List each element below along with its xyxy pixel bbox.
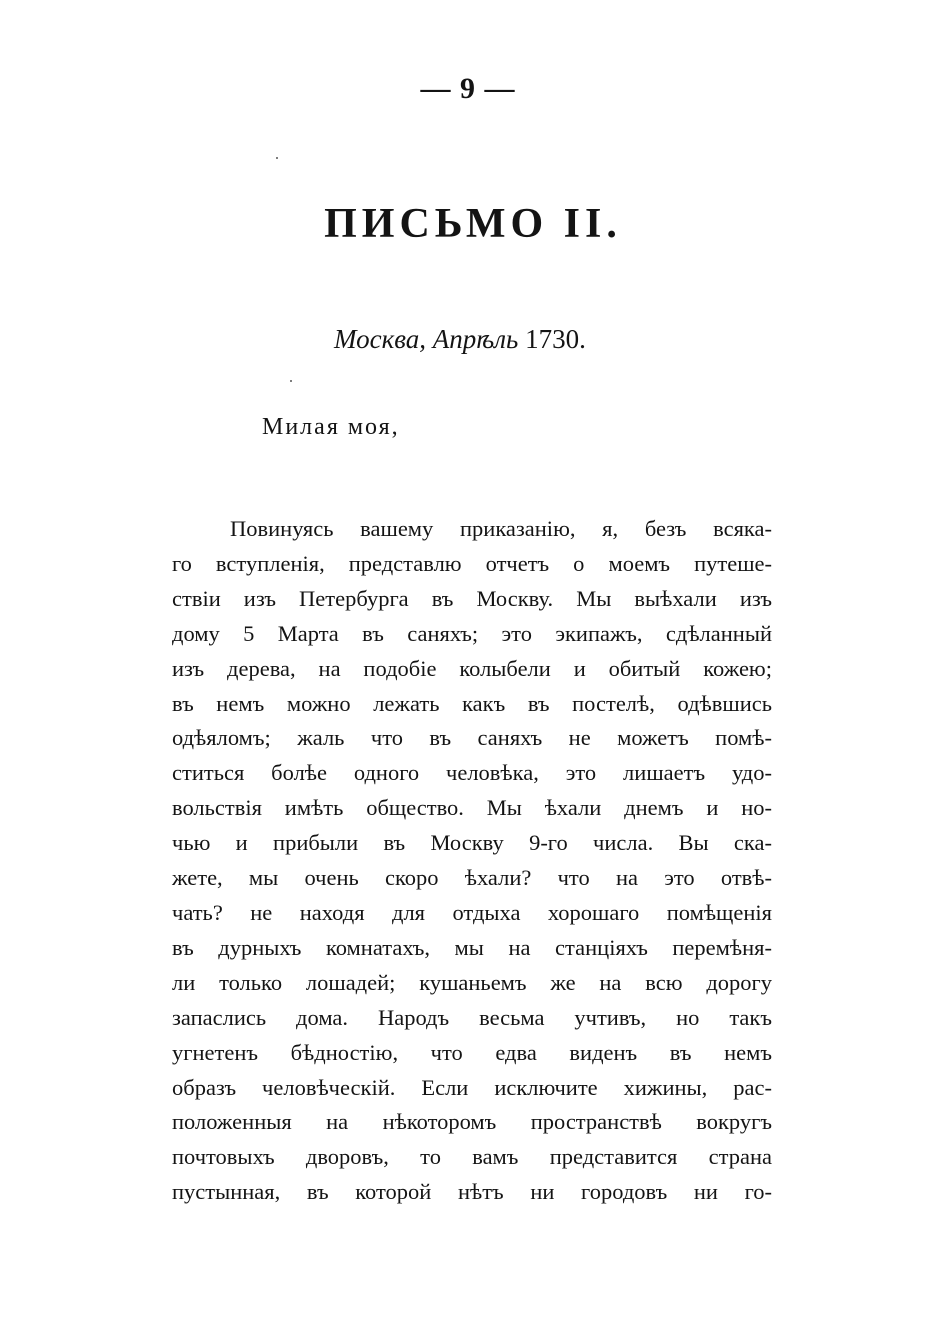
body-line: образъ человѣческій. Если исключите хижины, рас- xyxy=(172,1074,772,1100)
body-line: ститься болѣе одного человѣка, это лишаетъ удо- xyxy=(172,760,772,786)
dateline xyxy=(334,324,586,355)
body-line: одѣяломъ; жаль что въ саняхъ не можетъ помѣ- xyxy=(172,725,772,751)
page-number: — 9 — xyxy=(420,72,516,105)
body-line: ствіи изъ Петербурга въ Москву. Мы выѣхали изъ xyxy=(172,585,772,611)
body-line: жете, мы очень скоро ѣхали? что на это отвѣ- xyxy=(172,865,772,891)
letter-title: ПИСЬМО II. xyxy=(324,201,622,247)
body-line: чью и прибыли въ Москву 9-го числа. Вы ска- xyxy=(172,830,772,856)
dateline-place: Москва, Апрѣль xyxy=(334,324,519,354)
body-line: запаслись дома. Народъ весьма учтивъ, но такъ xyxy=(172,1004,772,1030)
body-line: вольствія имѣть общество. Мы ѣхали днемъ и но- xyxy=(172,795,772,821)
print-speck xyxy=(276,157,278,159)
body-line: положенныя на нѣкоторомъ пространствѣ вокругъ xyxy=(172,1109,772,1135)
body-line: угнетенъ бѣдностію, что едва виденъ въ немъ xyxy=(172,1039,772,1065)
body-line: чать? не находя для отдыха хорошаго помѣщенія xyxy=(172,899,772,925)
body-line: го вступленія, представлю отчетъ о моемъ путеше- xyxy=(172,550,772,576)
dateline-year: 1730. xyxy=(525,324,586,354)
salutation: Милая моя, xyxy=(262,414,400,440)
body-line: пустынная, въ которой нѣтъ ни городовъ ни го- xyxy=(172,1179,772,1205)
body-line: почтовыхъ дворовъ, то вамъ представится страна xyxy=(172,1144,772,1170)
body-line: изъ дерева, на подобіе колыбели и обитый кожею; xyxy=(172,655,772,681)
body-line: дому 5 Марта въ саняхъ; это экипажъ, сдѣланный xyxy=(172,620,772,646)
body-line: въ немъ можно лежать какъ въ постелѣ, одѣвшись xyxy=(172,690,772,716)
body-line: ли только лошадей; кушаньемъ же на всю дорогу xyxy=(172,969,772,995)
body-line: въ дурныхъ комнатахъ, мы на станціяхъ перемѣня- xyxy=(172,934,772,960)
body-text xyxy=(172,512,772,1210)
body-line: Повинуясь вашему приказанію, я, безъ всяка- xyxy=(230,516,772,541)
print-speck xyxy=(290,380,292,382)
